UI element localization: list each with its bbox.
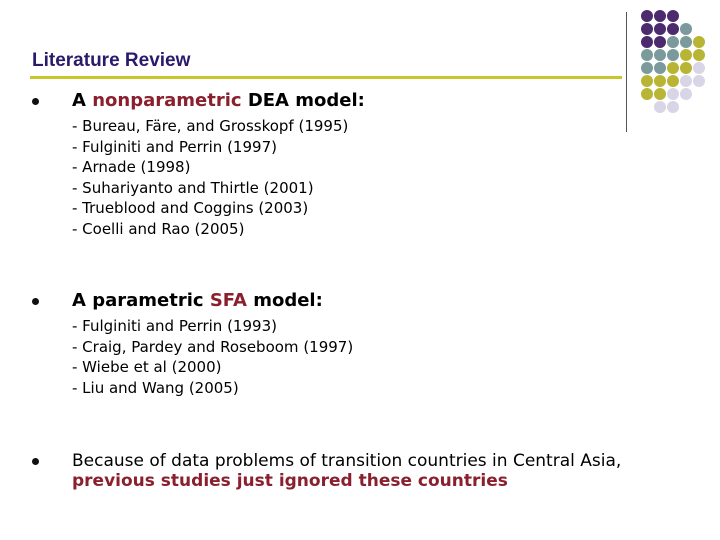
reference-item: - Craig, Pardey and Roseboom (1997) xyxy=(72,337,354,356)
decorative-dot xyxy=(667,36,679,48)
slide-title: Literature Review xyxy=(32,50,191,71)
decorative-dot xyxy=(693,75,705,87)
decorative-dot xyxy=(654,49,666,61)
decorative-dot xyxy=(680,75,692,87)
decorative-dot xyxy=(667,101,679,113)
decorative-dot xyxy=(641,88,653,100)
decorative-dot xyxy=(667,62,679,74)
decorative-dot xyxy=(667,75,679,87)
decorative-dot xyxy=(667,88,679,100)
decorative-dot xyxy=(693,36,705,48)
decorative-dot xyxy=(680,88,692,100)
decorative-dot xyxy=(693,62,705,74)
decorative-dot xyxy=(641,62,653,74)
decorative-dot xyxy=(641,10,653,22)
title-underline xyxy=(30,76,622,79)
decorative-dot xyxy=(654,62,666,74)
closing-highlight: previous studies just ignored these countries xyxy=(72,471,508,491)
decorative-dot xyxy=(641,23,653,35)
reference-item: - Trueblood and Coggins (2003) xyxy=(72,199,309,217)
section-heading-sfa xyxy=(72,290,323,311)
heading-accent: nonparametric xyxy=(92,90,242,111)
reference-list-sfa xyxy=(72,316,353,398)
bullet-icon xyxy=(32,98,39,105)
closing-text: Because of data problems of transition countries in Central Asia, xyxy=(72,451,622,471)
reference-item: - Liu and Wang (2005) xyxy=(72,378,239,397)
decorative-dot xyxy=(680,23,692,35)
decorative-dot xyxy=(641,75,653,87)
section-heading-dea xyxy=(72,90,365,111)
reference-item: - Suhariyanto and Thirtle (2001) xyxy=(72,178,314,197)
closing-statement xyxy=(72,451,672,491)
decorative-dot xyxy=(667,49,679,61)
reference-list-dea xyxy=(72,116,348,239)
bullet-icon xyxy=(32,298,39,305)
heading-text: DEA model: xyxy=(241,90,365,111)
decorative-dot xyxy=(641,36,653,48)
decorative-dot xyxy=(680,49,692,61)
reference-item: - Fulginiti and Perrin (1993) xyxy=(72,317,277,335)
decorative-dot xyxy=(654,75,666,87)
decorative-dot xyxy=(654,10,666,22)
decorative-dot xyxy=(693,49,705,61)
decorative-dot xyxy=(667,23,679,35)
decorative-dot xyxy=(654,101,666,113)
decorative-dot xyxy=(680,36,692,48)
heading-text: A xyxy=(72,90,93,111)
reference-item: - Arnade (1998) xyxy=(72,158,191,176)
heading-accent: SFA xyxy=(209,290,247,311)
decorative-dot xyxy=(654,36,666,48)
reference-item: - Wiebe et al (2000) xyxy=(72,358,222,376)
decorative-dot xyxy=(654,23,666,35)
vertical-divider xyxy=(626,12,627,132)
heading-text: A parametric xyxy=(72,290,210,311)
decorative-dot xyxy=(641,49,653,61)
reference-item: - Coelli and Rao (2005) xyxy=(72,219,245,238)
decorative-dot xyxy=(654,88,666,100)
reference-item: - Fulginiti and Perrin (1997) xyxy=(72,137,277,156)
reference-item: - Bureau, Färe, and Grosskopf (1995) xyxy=(72,117,349,135)
decorative-dot xyxy=(680,62,692,74)
heading-text: model: xyxy=(246,290,323,311)
bullet-icon xyxy=(32,458,39,465)
decorative-dot xyxy=(667,10,679,22)
